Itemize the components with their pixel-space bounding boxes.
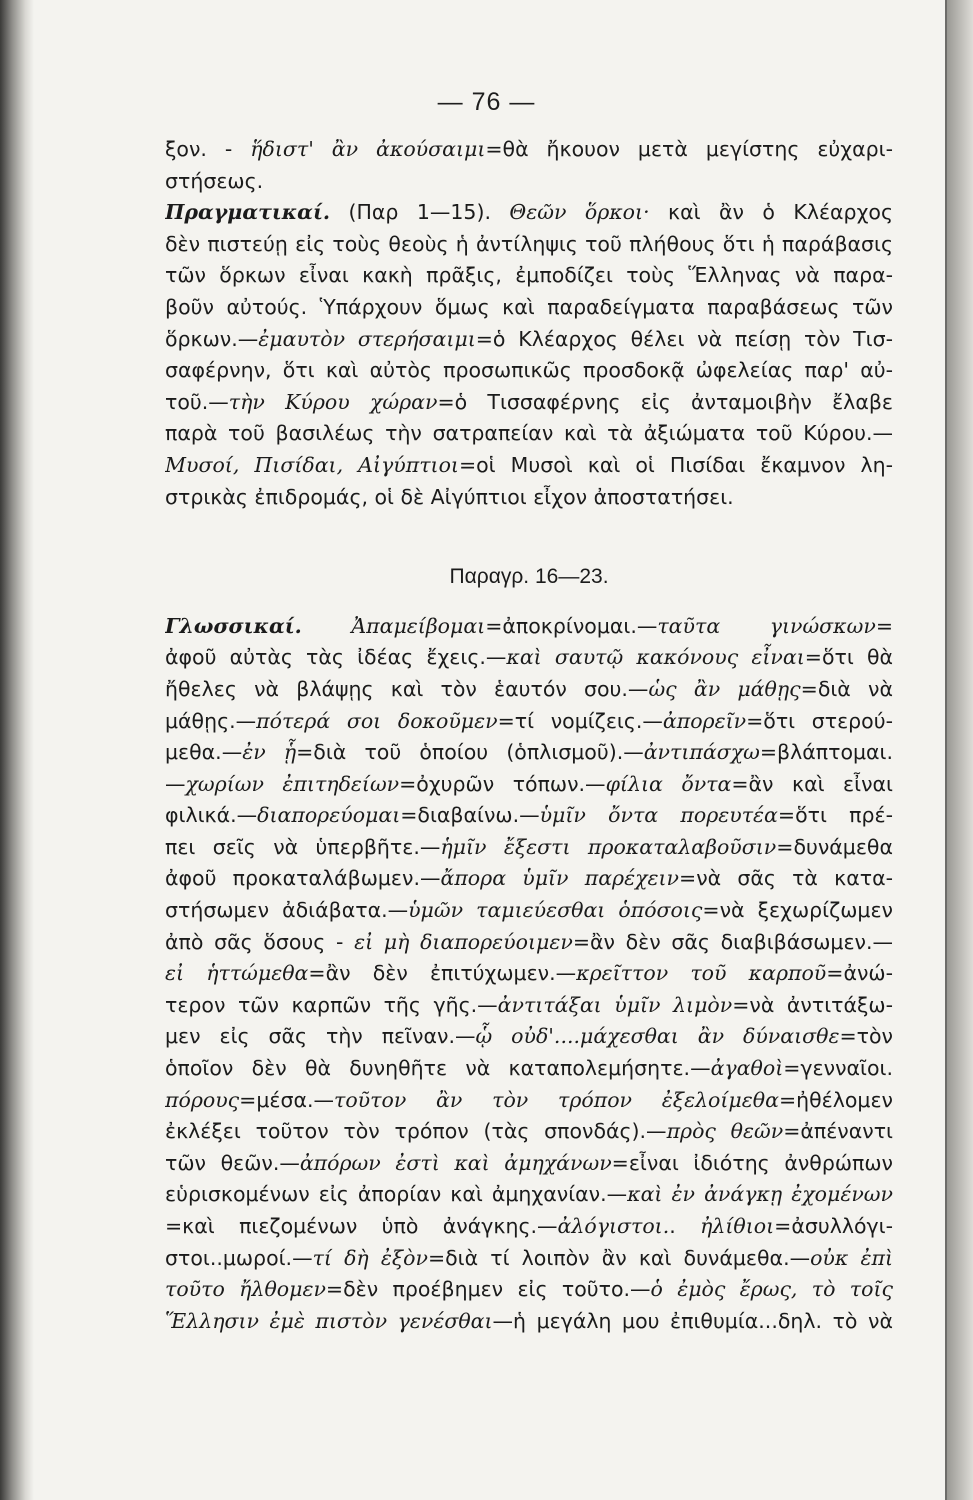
text-line <box>165 800 893 832</box>
text-span: =ἂν δὲν ἐπιτύχωμεν.— <box>308 961 577 986</box>
greek-term: πόρους <box>165 1087 240 1112</box>
text-span: =ὀχυρῶν τόπων.— <box>399 771 606 796</box>
greek-term: χωρίων ἐπιτηδείων <box>185 771 400 796</box>
text-span: μάθῃς.— <box>165 708 257 733</box>
text-span: =μέσα.— <box>239 1087 334 1112</box>
text-span: =ἀσυλλόγι- <box>774 1214 893 1238</box>
text-span: =τί νομίζεις.— <box>497 708 663 733</box>
text-span: =νὰ σᾶς τὰ κατα- <box>679 866 893 891</box>
text-span: στήσωμεν ἀδιάβατα.— <box>165 898 409 923</box>
text-span <box>302 614 352 638</box>
greek-term: τοῦτον ἂν τὸν τρόπον ἐξελοίμεθα <box>333 1087 779 1112</box>
greek-term: εἰ ἡττώμεθα <box>165 961 309 986</box>
text-span: =ἂν καὶ εἶναι <box>731 771 893 796</box>
text-line <box>165 450 893 482</box>
text-line <box>165 1085 893 1117</box>
text-span: στοι..μωροί.— <box>165 1245 313 1270</box>
text-span: — <box>165 771 186 796</box>
text-line <box>165 229 893 261</box>
text-line <box>165 387 893 419</box>
text-span: =ὅτι πρέ- <box>777 803 893 828</box>
text-span: σαφέρνην, ὅτι καὶ αὐτὸς προσωπικῶς προσδοκᾷ ὠφελείας παρ' αὐ- <box>165 358 893 383</box>
text-line <box>165 355 893 387</box>
greek-term: κρεῖττον τοῦ καρποῦ <box>576 961 827 986</box>
page-right-margin-shadow <box>947 0 973 1500</box>
text-line <box>165 990 893 1022</box>
text-line <box>165 863 893 895</box>
greek-term: πρὸς θεῶν <box>666 1119 784 1144</box>
text-span: =ἠθέλομεν <box>778 1087 893 1112</box>
text-span: καὶ ἂν ὁ Κλέαρχος <box>649 200 893 225</box>
text-span: =νὰ ἀντιτάξω- <box>732 992 893 1017</box>
text-line <box>165 832 893 864</box>
book-spine-shadow <box>0 0 34 1500</box>
section-label: Πραγματικαί. <box>165 200 331 225</box>
text-span: =νὰ ξεχωρίζωμεν <box>702 898 893 923</box>
text-span: τῶν θεῶν.— <box>165 1150 300 1175</box>
text-span: =γενναῖοι. <box>783 1056 893 1081</box>
text-span: τῶν ὅρκων εἶναι κακὴ πρᾶξις, ἐμποδίζει τοὺς Ἕλληνας νὰ παρα- <box>165 263 893 288</box>
text-span: =ὁ Κλέαρχος θέλει νὰ πείσῃ τὸν Τισ- <box>475 326 893 351</box>
text-span: =δὲν προέβημεν εἰς τοῦτο.— <box>325 1277 651 1302</box>
text-line <box>165 1274 893 1306</box>
text-span: ὁποῖον δὲν θὰ δυνηθῆτε νὰ καταπολεμήσητε.— <box>165 1056 711 1081</box>
text-span: =διὰ τοῦ ὁποίου (ὁπλισμοῦ).— <box>296 740 644 765</box>
greek-term: τοῦτο ἤλθομεν <box>165 1277 326 1302</box>
text-span: = <box>875 613 893 638</box>
greek-term: ἀλόγιστοι. <box>557 1214 670 1238</box>
text-span: βοῦν αὐτούς. Ὑπάρχουν ὅμως καὶ παραδείγματα παραβάσεως τῶν <box>165 294 893 319</box>
spacer <box>165 593 893 611</box>
text-span: =ἂν δὲν σᾶς διαβιβάσωμεν.— <box>572 929 893 954</box>
text-span: (Παρ 1—15). <box>330 200 510 225</box>
text-span: στρικὰς ἐπιδρομάς, οἱ δὲ Αἰγύπτιοι εἶχον ἀποστατήσει. <box>165 484 734 509</box>
greek-term: ἀπορεῖν <box>662 708 747 733</box>
page-number: — 76 — <box>437 88 536 116</box>
greek-term: Ἀπαμείβομαι <box>351 613 486 638</box>
text-span: ὅρκων.— <box>165 326 259 351</box>
greek-term: εἰ μὴ διαπορεύοιμεν <box>354 929 573 954</box>
text-span: =ὅτι στερού- <box>746 708 893 733</box>
text-span: παρὰ τοῦ βασιλέως τὴν σατραπείαν καὶ τὰ ἀξιώματα τοῦ Κύρου.— <box>165 421 893 446</box>
greek-term: Μυσοί, Πισίδαι, Αἰγύπτιοι <box>165 452 459 477</box>
greek-term: ἀντιπάσχω <box>643 740 760 765</box>
text-span: τερον τῶν καρπῶν τῆς γῆς.— <box>165 992 498 1017</box>
greek-term: οὐκ ἐπὶ <box>810 1245 893 1270</box>
text-span: ἐκλέξει τοῦτον τὸν τρόπον (τὰς σπονδάς).— <box>165 1119 667 1144</box>
text-line <box>165 260 893 292</box>
section-label: Γλωσσικαί. <box>165 613 302 638</box>
text-line <box>165 611 893 643</box>
text-line <box>165 1053 893 1085</box>
greek-term: ἡμῖν ἔξεστι προκαταλαβοῦσιν <box>440 834 777 859</box>
text-span: =τὸν <box>839 1024 893 1049</box>
greek-term: Ἕλλησιν ἐμὲ πιστὸν γενέσθαι <box>165 1308 493 1333</box>
greek-term: ἐν ᾗ <box>242 740 297 765</box>
text-line <box>165 895 893 927</box>
text-line <box>165 1021 893 1053</box>
text-line <box>165 706 893 738</box>
text-span: μεθα.— <box>165 740 243 765</box>
spacer <box>165 513 893 561</box>
text-span: =καὶ πιεζομένων ὑπὸ ἀνάγκης.— <box>165 1214 558 1238</box>
text-span: ἀφοῦ αὐτὰς τὰς ἰδέας ἔχεις.— <box>165 645 507 670</box>
text-line <box>165 1211 893 1243</box>
text-span: τοῦ.— <box>165 389 229 414</box>
text-line <box>165 1179 893 1211</box>
text-line <box>165 324 893 356</box>
greek-term: τὴν Κύρου χώραν <box>228 389 438 414</box>
text-line <box>165 292 893 324</box>
text-line <box>165 769 893 801</box>
greek-term: ἄπορα ὑμῖν παρέχειν <box>440 866 680 891</box>
text-span: —ἡ μεγάλη μου ἐπιθυμία...δηλ. τὸ νὰ <box>492 1308 893 1333</box>
body-text <box>165 134 893 1337</box>
greek-term: Θεῶν ὅρκοι· <box>509 200 650 225</box>
greek-term: διαπορεύομαι <box>257 803 401 828</box>
text-span: =διαβαίνω.— <box>400 803 540 828</box>
text-line <box>165 1148 893 1180</box>
text-line <box>165 197 893 229</box>
text-span: =ὁ Τισσαφέρνης εἰς ἀνταμοιβὴν ἔλαβε <box>437 389 893 414</box>
text-line <box>165 674 893 706</box>
text-span: ἀφοῦ προκαταλάβωμεν.— <box>165 866 441 891</box>
greek-term: ἀντιτάξαι ὑμῖν λιμὸν <box>497 992 733 1017</box>
greek-term: ἠλίθιοι <box>700 1214 775 1238</box>
text-span: ἀπὸ σᾶς ὅσους - <box>165 929 355 954</box>
greek-term: ἥδιστ' ἂν ἀκούσαιμι <box>250 137 486 161</box>
text-line <box>165 418 893 450</box>
text-span: εὑρισκομένων εἰς ἀπορίαν καὶ ἀμηχανίαν.— <box>165 1182 628 1207</box>
text-line <box>165 1116 893 1148</box>
text-span: =βλάπτομαι. <box>759 740 893 765</box>
text-span: μεν εἰς σᾶς τὴν πεῖναν.— <box>165 1024 476 1049</box>
greek-term: ὑμῖν ὄντα πορευτέα <box>539 803 778 828</box>
greek-term: καὶ σαυτῷ κακόνους εἶναι <box>506 645 805 670</box>
greek-term: ταῦτα γινώσκων <box>657 613 876 638</box>
text-span: =οἱ Μυσοὶ καὶ οἱ Πισίδαι ἔκαμνον λη- <box>458 452 893 477</box>
text-span: =ἀπέναντι <box>783 1119 893 1144</box>
text-line <box>165 927 893 959</box>
greek-term: πότερά σοι δοκοῦμεν <box>256 708 498 733</box>
greek-term: καὶ ἐν ἀνάγκῃ ἐχομένων <box>627 1182 893 1207</box>
text-span: =διὰ τί λοιπὸν ἂν καὶ δυνάμεθα.— <box>427 1245 811 1270</box>
text-span: δὲν πιστεύῃ εἰς τοὺς θεοὺς ἡ ἀντίληψις τοῦ πλήθους ὅτι ἡ παράβασις <box>165 231 893 256</box>
text-line <box>165 1306 893 1338</box>
text-span: . <box>669 1214 701 1238</box>
greek-term: ὡς ἂν μάθῃς <box>648 676 801 701</box>
text-span: =ἀνώ- <box>826 961 893 986</box>
greek-term: ἐμαυτὸν στερήσαιμι <box>258 326 476 351</box>
greek-term: ᾧ οὐδ'....μάχεσθαι ἂν δύναισθε <box>475 1024 840 1049</box>
greek-term: ὑμῶν ταμιεύεσθαι ὁπόσοις <box>408 898 703 923</box>
text-line <box>165 482 893 514</box>
text-span: =ὅτι θὰ <box>804 645 893 670</box>
text-span: =ἀποκρίνομαι.— <box>485 613 658 638</box>
text-span: =δυνάμεθα <box>776 834 893 859</box>
text-span: =θὰ ἤκουον μετὰ μεγίστης εὐχαρι- <box>485 137 893 161</box>
text-line <box>165 737 893 769</box>
greek-term: ὁ ἐμὸς ἔρως, τὸ τοῖς <box>650 1277 893 1302</box>
text-span: πει σεῖς νὰ ὑπερβῆτε.— <box>165 834 441 859</box>
text-line <box>165 958 893 990</box>
greek-term: τί δὴ ἐξὸν <box>312 1245 428 1270</box>
text-span: ξον. - <box>165 137 251 161</box>
section-heading: Παραγρ. 16—23. <box>449 565 609 589</box>
text-line <box>165 134 893 166</box>
text-span: =διὰ νὰ <box>800 676 893 701</box>
text-span: =εἶναι ἰδιότης ἀνθρώπων <box>611 1150 893 1175</box>
greek-term: ἀπόρων ἐστὶ καὶ ἀμηχάνων <box>299 1150 612 1175</box>
text-span: στήσεως. <box>165 168 264 193</box>
text-line <box>165 166 893 198</box>
text-line <box>165 1243 893 1275</box>
text-span: φιλικά.— <box>165 803 258 828</box>
text-line <box>165 642 893 674</box>
greek-term: ἀγαθοὶ <box>710 1056 784 1081</box>
greek-term: φίλια ὄντα <box>605 771 732 796</box>
text-span: ἤθελες νὰ βλάψῃς καὶ τὸν ἑαυτόν σου.— <box>165 676 649 701</box>
